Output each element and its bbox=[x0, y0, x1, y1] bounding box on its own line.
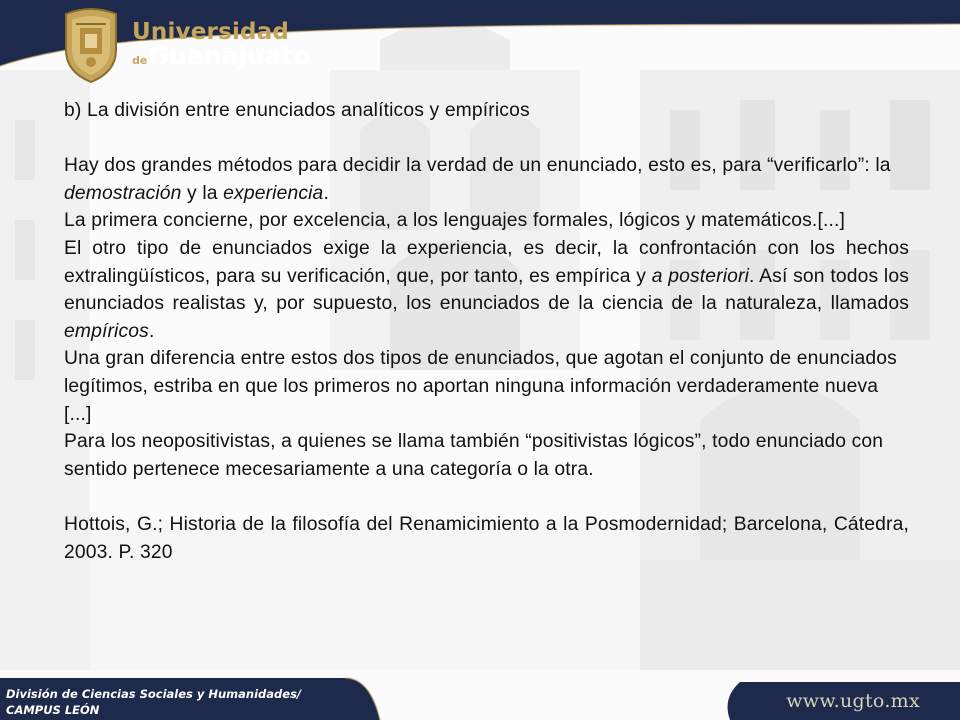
paragraph-formal: La primera concierne, por excelencia, a los lenguajes formales, lógicos y matemáticos.[...] bbox=[64, 210, 845, 232]
division-line1: División de Ciencias Sociales y Humanidades/ bbox=[6, 687, 302, 701]
university-name-line2: Guanajuato bbox=[148, 41, 311, 70]
paragraph-neopositivists: Para los neopositivistas, a quienes se llama también “positivistas lógicos”, todo enunciado con sentido pertenece mecesariamente a una categoría o la otra. bbox=[64, 431, 884, 480]
emphasis-a-posteriori: a posteriori bbox=[651, 265, 750, 287]
division-line2: CAMPUS LEÓN bbox=[6, 703, 100, 717]
emphasis-demostracion: demostración bbox=[64, 182, 182, 204]
paragraph-difference: Una gran diferencia entre estos dos tipos de enunciados, que agotan el conjunto de enunciados legítimos, estriba en que los primeros no aportan ninguna información verdaderamente nueva [...] bbox=[64, 348, 897, 425]
emphasis-empiricos: empíricos bbox=[64, 320, 149, 342]
paragraph-empirical bbox=[64, 235, 909, 345]
paragraph-methods bbox=[64, 152, 909, 207]
bibliographic-reference: Hottois, G.; Historia de la filosofía del Renamicimiento a la Posmodernidad; Barcelona, Cátedra, 2003. P. 320 bbox=[64, 513, 909, 563]
university-name-de: de bbox=[132, 54, 148, 67]
paragraph-empirical-text-2: . Así son todos los enunciados realistas y, por supuesto, los enunciados de la ciencia de la naturaleza, llamados bbox=[64, 265, 909, 315]
paragraph-methods-end: . bbox=[323, 182, 329, 204]
paragraph-empirical-text: El otro tipo de enunciados exige la experiencia, es decir, la confrontación con los hechos extralingüísticos, para su verificación, que, por tanto, es empírica y bbox=[64, 237, 909, 287]
slide-text-block bbox=[64, 97, 909, 566]
university-crest-icon bbox=[56, 6, 126, 84]
paragraph-methods-text: Hay dos grandes métodos para decidir la verdad de un enunciado, esto es, para “verificarlo”: la bbox=[64, 155, 891, 177]
paragraph-methods-text-2: y la bbox=[181, 182, 224, 204]
section-heading: b) La división entre enunciados analíticos y empíricos bbox=[64, 100, 530, 121]
university-name bbox=[132, 20, 311, 73]
emphasis-experiencia: experiencia bbox=[223, 182, 324, 204]
paragraph-empirical-end: . bbox=[148, 320, 155, 342]
division-label bbox=[6, 686, 301, 718]
website-url[interactable]: www.ugto.mx bbox=[786, 690, 920, 712]
university-name-line1: Universidad bbox=[132, 19, 290, 45]
